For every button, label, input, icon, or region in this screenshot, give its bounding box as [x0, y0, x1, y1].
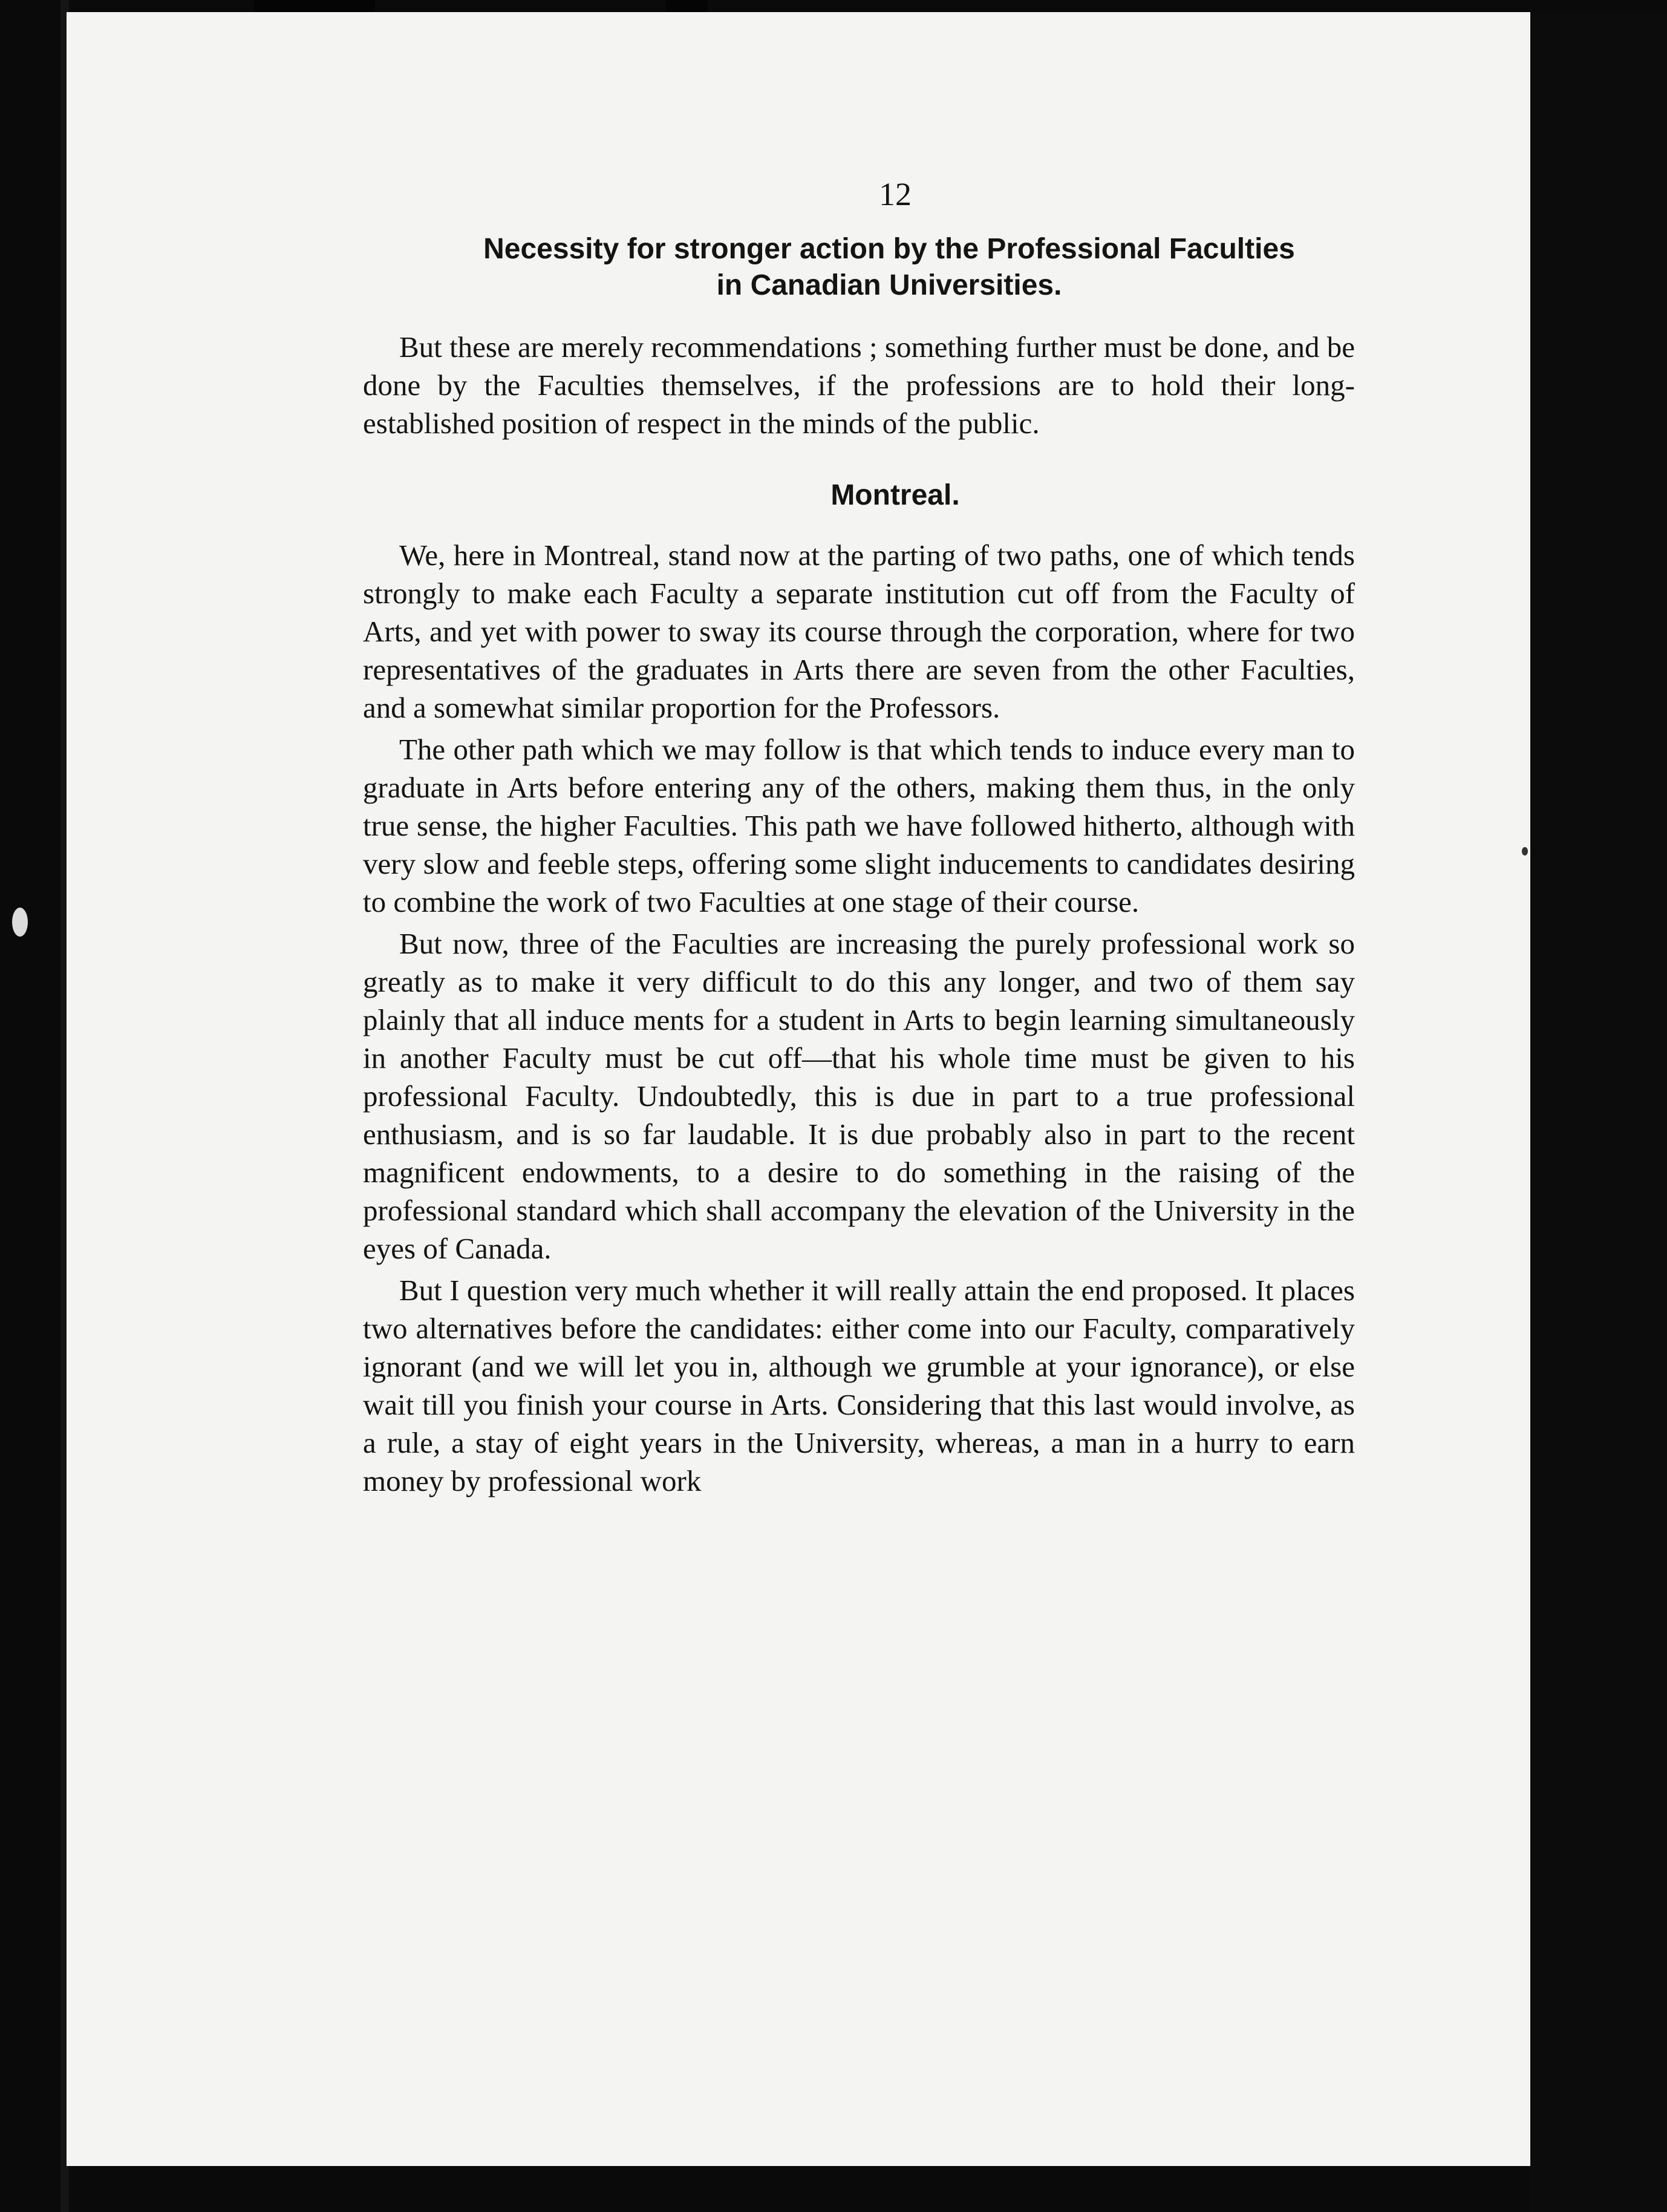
scan-speck — [12, 908, 28, 937]
montreal-heading: Montreal. — [830, 479, 960, 511]
scan-right-margin — [1530, 12, 1667, 2212]
intro-paragraph: But these are merely recommendations ; something further must be done, and be done by the Faculties themselves, if the professions are to hold their long-established position of respect in the minds of the public. — [363, 330, 1355, 440]
section-heading — [363, 231, 1355, 304]
body-paragraph: But I question very much whether it will really attain the end proposed. It places two alternatives before the candidates: either come into our Faculty, comparatively ignorant (and we will let you in, although we grumble at your ignorance), or else wait till you finish your course in Arts. Considering that this last would involve, as a rule, a stay of eight years in the University, whereas, a man in a hurry to earn money by professional work — [363, 1274, 1355, 1497]
section-heading-line-2: in Canadian Universities. — [716, 269, 1062, 301]
top-ink-mark — [665, 0, 708, 12]
top-ink-mark — [254, 0, 375, 12]
section-heading-line-1: Necessity for stronger action by the Professional Faculties — [483, 233, 1295, 265]
body-paragraph: The other path which we may follow is that which tends to induce every man to graduate in Arts before entering any of the others, making them thus, in the only true sense, the higher Faculties. This path we have followed hitherto, although with very slow and feeble steps, offering some slight inducements to candidates desiring to combine the work of two Faculties at one stage of their course. — [363, 733, 1355, 918]
body-paragraph: We, here in Montreal, stand now at the parting of two paths, one of which tends strongly to make each Faculty a separate institution cut off from the Faculty of Arts, and yet with power to sway its course through the corporation, where for two representatives of the graduates in Arts there are seven from the other Faculties, and a somewhat similar proportion for the Professors. — [363, 538, 1355, 724]
text-block — [363, 175, 1355, 1504]
scan-speck — [1522, 847, 1528, 856]
body-paragraph: But now, three of the Faculties are increasing the purely professional work so greatly as to make it very difficult to do this any longer, and two of them say plainly that all induce ments for a student in Arts to begin learning simultaneously in another Faculty must be cut off—that his whole time must be given to his professional Faculty. Undoubtedly, this is due in part to a true professional enthusiasm, and is so far laudable. It is due probably also in part to the recent magnificent endowments, to a desire to do something in the raising of the professional standard which shall accompany the elevation of the University in the eyes of Canada. — [363, 927, 1355, 1265]
page-number: 12 — [879, 176, 912, 212]
